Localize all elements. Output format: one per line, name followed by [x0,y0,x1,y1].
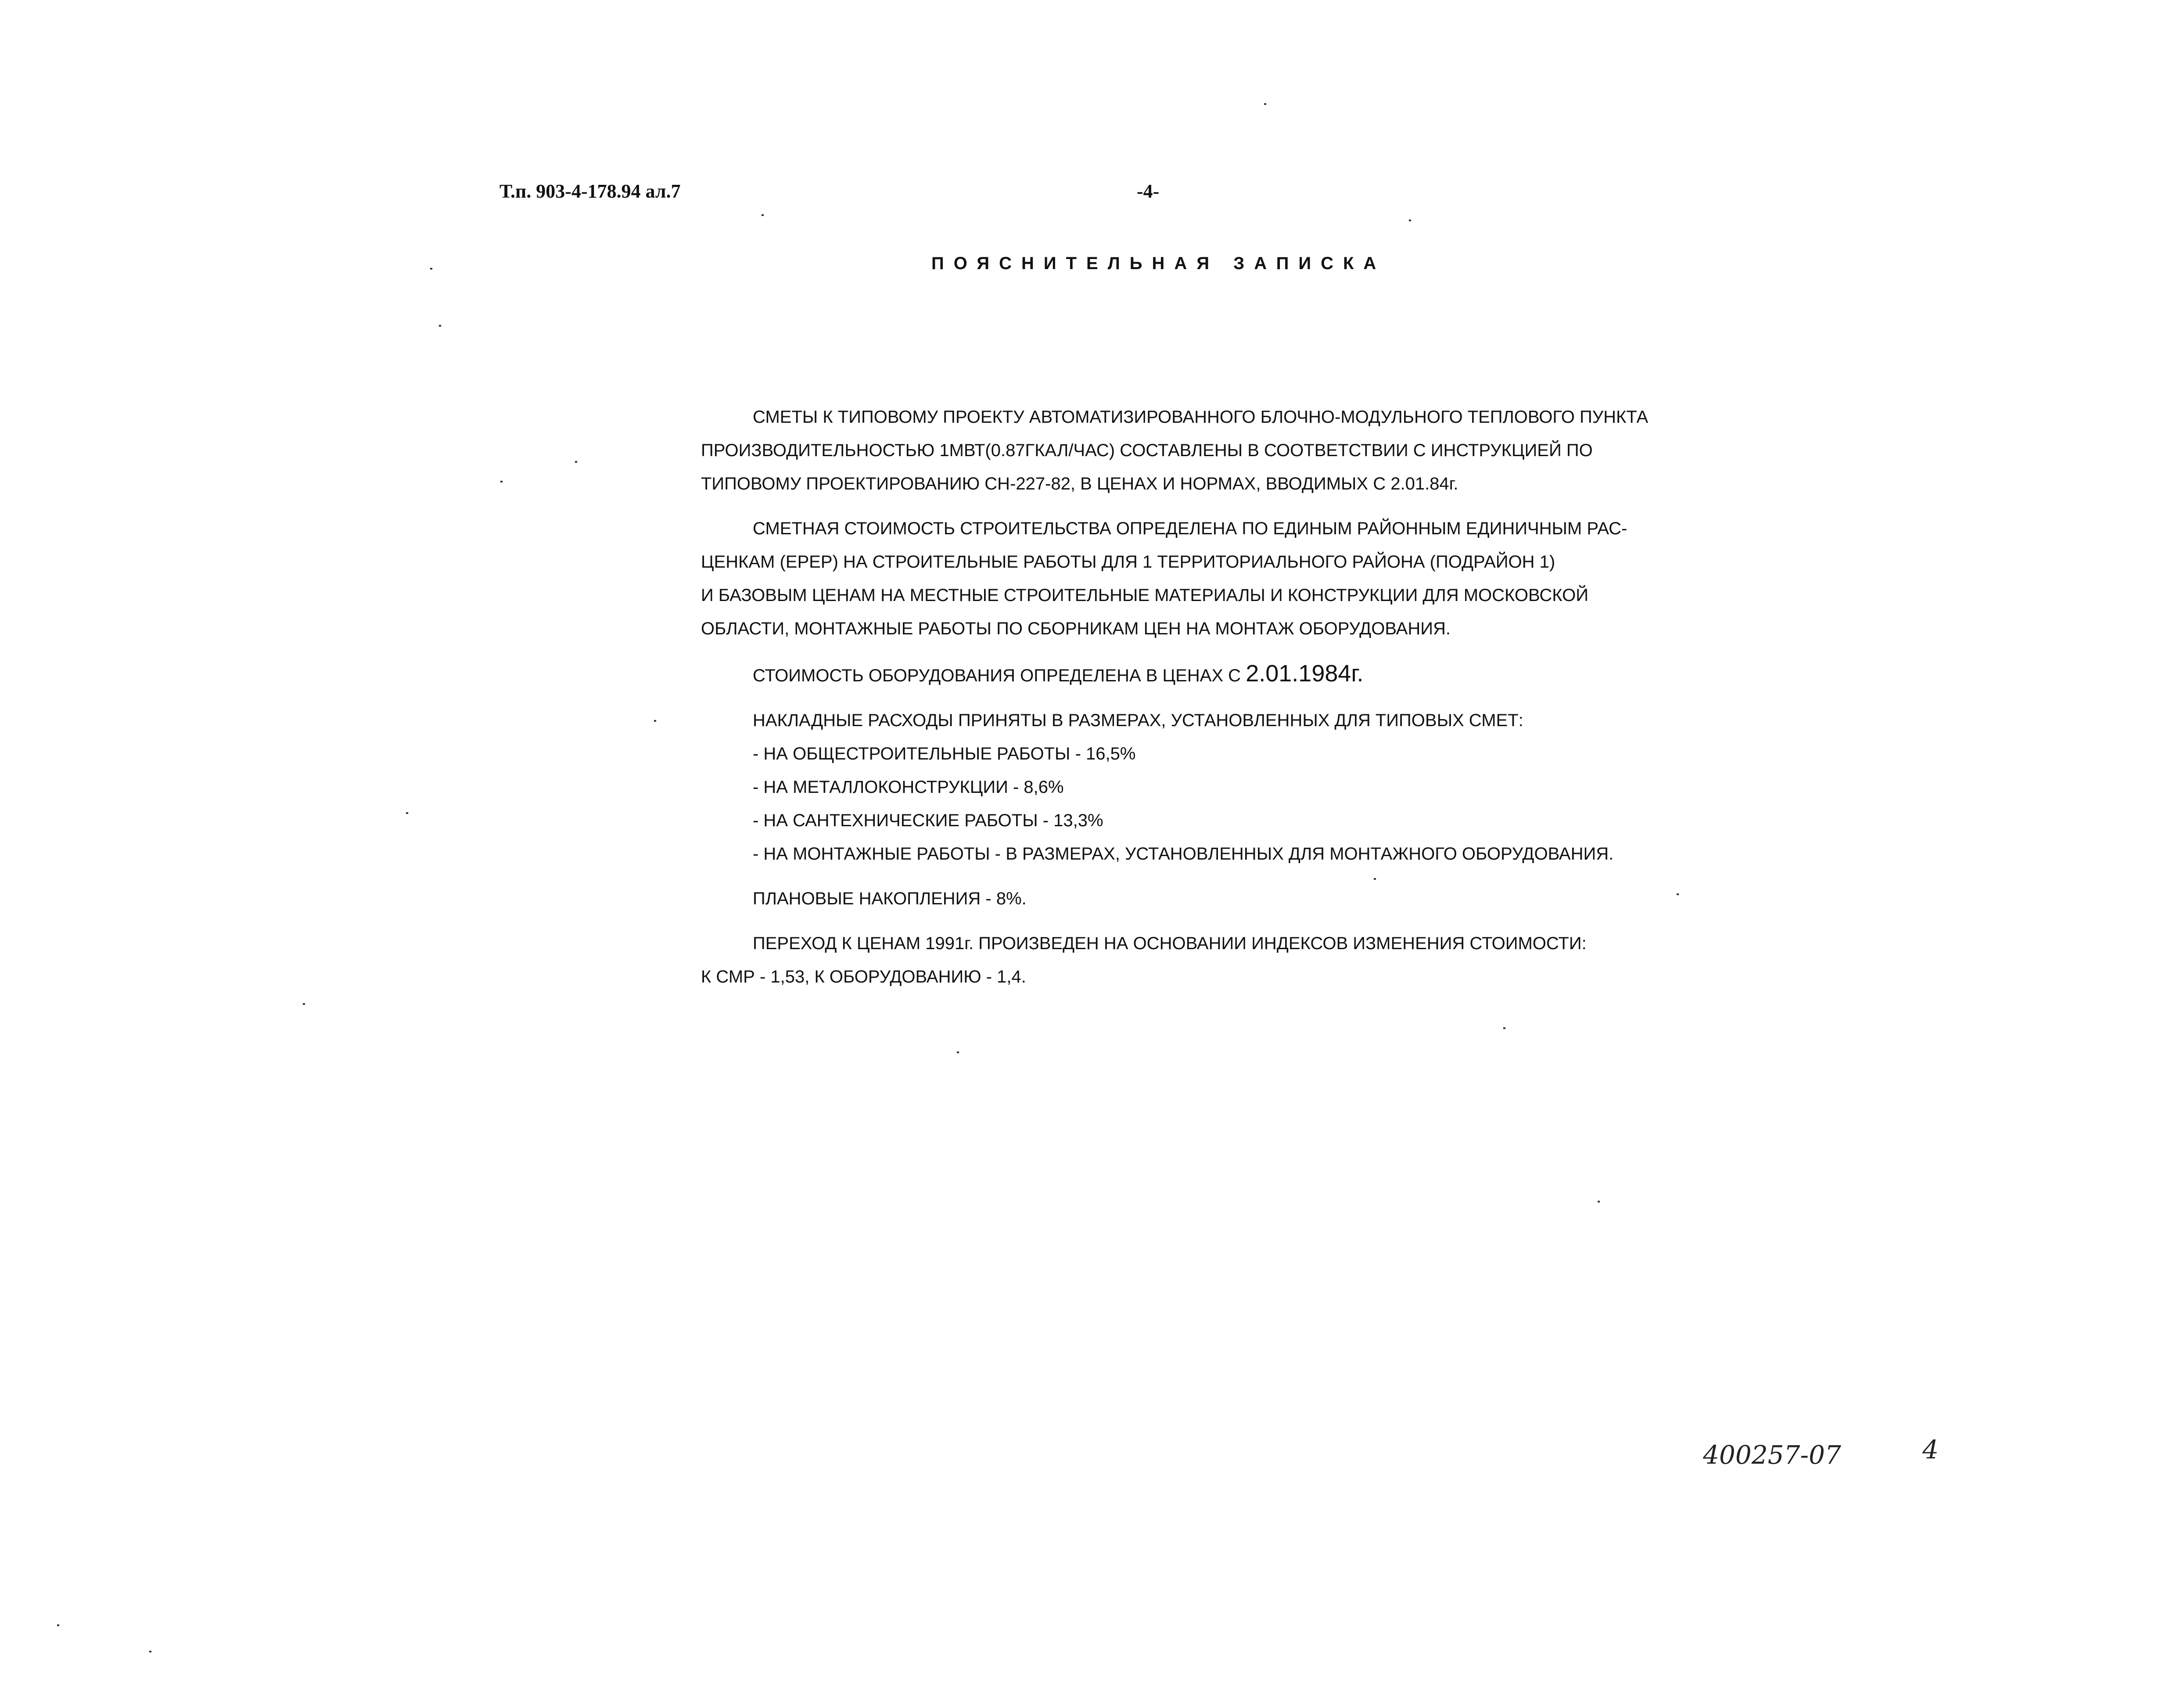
text-line: НАКЛАДНЫЕ РАСХОДЫ ПРИНЯТЫ В РАЗМЕРАХ, УСТАНОВЛЕННЫХ ДЛЯ ТИПОВЫХ СМЕТ: [753,711,1523,730]
text-line: ТИПОВОМУ ПРОЕКТИРОВАНИЮ СН-227-82, В ЦЕНАХ И НОРМАХ, ВВОДИМЫХ С 2.01.84г. [701,474,1458,493]
speck [149,1651,151,1652]
speck [430,268,432,270]
speck [1374,878,1376,880]
speck [654,720,656,722]
speck [1677,893,1679,895]
speck [957,1051,959,1053]
speck [500,481,503,482]
paragraph-3 [701,657,1807,692]
speck [1409,220,1411,221]
speck [575,461,577,463]
text-line: СМЕТЫ К ТИПОВОМУ ПРОЕКТУ АВТОМАТИЗИРОВАННОГО БЛОЧНО-МОДУЛЬНОГО ТЕПЛОВОГО ПУНКТА [753,407,1649,427]
document-code: Т.п. 903-4-178.94 ал.7 [499,180,681,202]
paragraph-4 [701,704,1807,871]
speck [1503,1027,1505,1029]
text-line: ЦЕНКАМ (ЕРЕР) НА СТРОИТЕЛЬНЫЕ РАБОТЫ ДЛЯ 1 ТЕРРИТОРИАЛЬНОГО РАЙОНА (ПОДРАЙОН 1) [701,552,1555,572]
speck [762,214,764,216]
text-line [701,657,1807,692]
list-item: - НА ОБЩЕСТРОИТЕЛЬНЫЕ РАБОТЫ - 16,5% [753,744,1136,763]
paragraph-6 [701,927,1807,993]
paragraph-5 [701,882,1807,915]
speck [1264,103,1266,105]
handwritten-page-number: 4 [1922,1435,1939,1465]
text-line: И БАЗОВЫМ ЦЕНАМ НА МЕСТНЫЕ СТРОИТЕЛЬНЫЕ МАТЕРИАЛЫ И КОНСТРУКЦИИ ДЛЯ МОСКОВСКОЙ [701,586,1588,605]
speck [439,325,441,327]
text-line: СМЕТНАЯ СТОИМОСТЬ СТРОИТЕЛЬСТВА ОПРЕДЕЛЕНА ПО ЕДИНЫМ РАЙОННЫМ ЕДИНИЧНЫМ РАС- [753,519,1627,538]
list-item: - НА САНТЕХНИЧЕСКИЕ РАБОТЫ - 13,3% [753,811,1103,830]
paragraph-2 [701,512,1807,645]
handwritten-archive-code: 400257-07 [1703,1440,1841,1470]
paragraph-1 [701,400,1807,500]
text-line: ПЕРЕХОД К ЦЕНАМ 1991г. ПРОИЗВЕДЕН НА ОСНОВАНИИ ИНДЕКСОВ ИЗМЕНЕНИЯ СТОИМОСТИ: [753,934,1587,953]
speck [57,1624,59,1626]
document-body [701,400,1807,993]
page-number: -4- [1137,180,1160,202]
page-title: ПОЯСНИТЕЛЬНАЯ ЗАПИСКА [931,254,1386,273]
text-line: ПЛАНОВЫЕ НАКОПЛЕНИЯ - 8%. [753,889,1027,908]
list-item: - НА МОНТАЖНЫЕ РАБОТЫ - В РАЗМЕРАХ, УСТАНОВЛЕННЫХ ДЛЯ МОНТАЖНОГО ОБОРУДОВАНИЯ. [753,844,1614,864]
speck [303,1003,305,1005]
text-line: ПРОИЗВОДИТЕЛЬНОСТЬЮ 1МВТ(0.87ГКАЛ/ЧАС) СОСТАВЛЕНЫ В СООТВЕТСТВИИ С ИНСТРУКЦИЕЙ ПО [701,441,1593,460]
speck [1598,1201,1600,1202]
text-line: К СМР - 1,53, К ОБОРУДОВАНИЮ - 1,4. [701,967,1026,986]
equipment-cost-text: СТОИМОСТЬ ОБОРУДОВАНИЯ ОПРЕДЕЛЕНА В ЦЕНАХ С [753,666,1246,685]
speck [406,812,408,814]
text-line: ОБЛАСТИ, МОНТАЖНЫЕ РАБОТЫ ПО СБОРНИКАМ ЦЕН НА МОНТАЖ ОБОРУДОВАНИЯ. [701,619,1451,638]
list-item: - НА МЕТАЛЛОКОНСТРУКЦИИ - 8,6% [753,778,1064,797]
handwritten-date: 2.01.1984г. [1246,660,1364,687]
